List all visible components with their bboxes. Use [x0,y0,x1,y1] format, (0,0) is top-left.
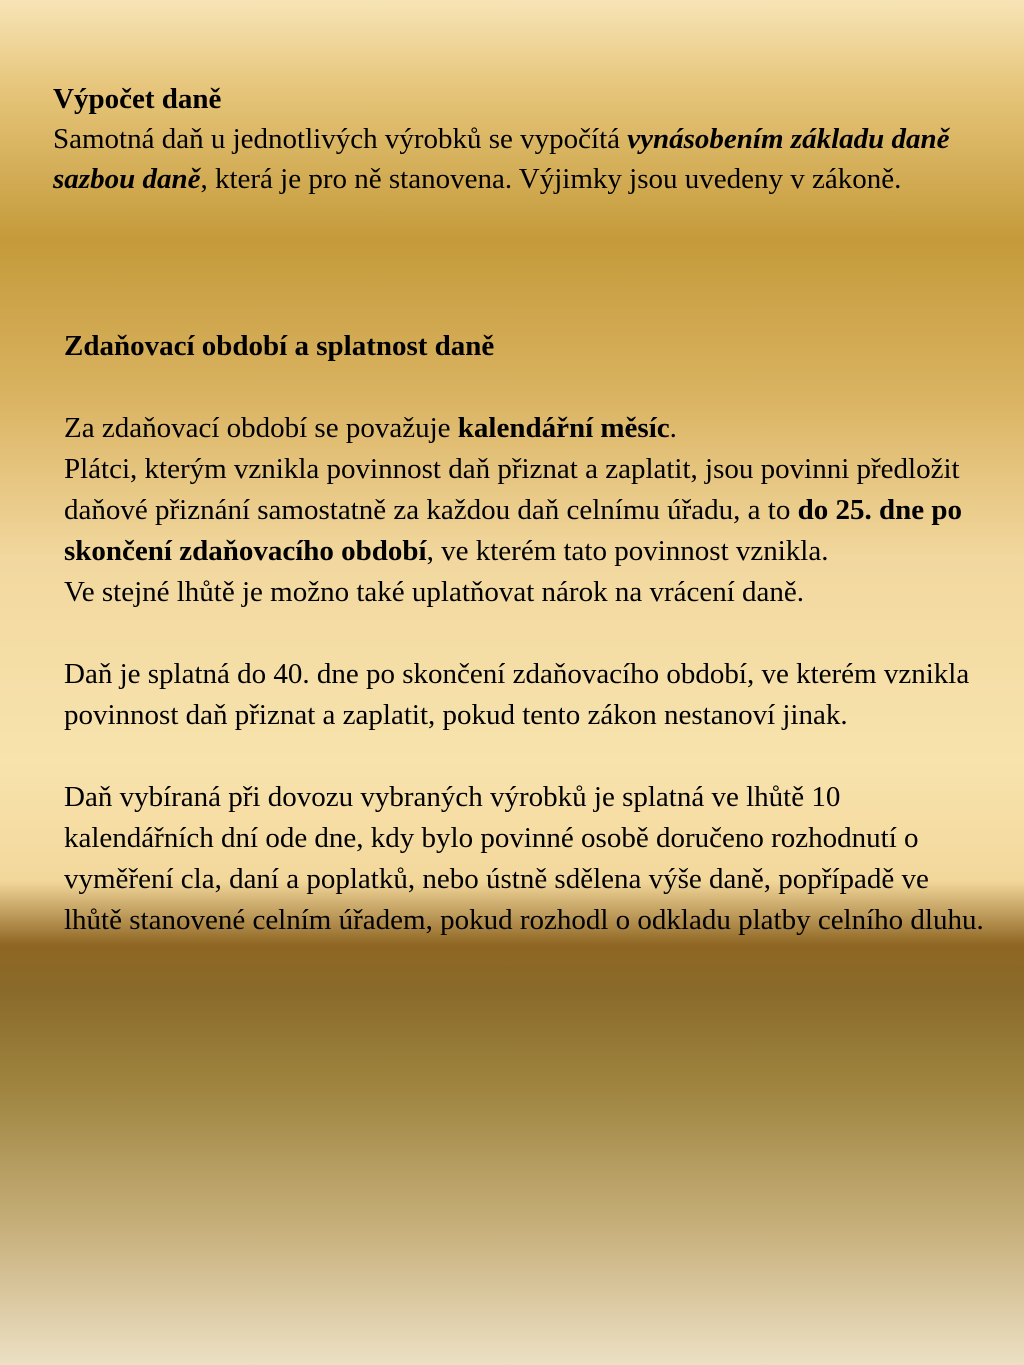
tax-period-highlight: kalendářní měsíc [457,412,670,444]
tax-period-heading: Zdaňovací období a splatnost daně [64,330,495,362]
import-payment-paragraph: Daň vybíraná při dovozu vybraných výrobků je splatná ve lhůtě 10 kalendářních dní ode dne, kdy bylo povinné osobě doručeno rozhodnutí o vyměření cla, daní a poplatků, nebo ústně sdělena výše daně, popřípadě ve lhůtě stanovené celním úřadem, pokud rozhodl o odkladu platby celního dluhu. [64,781,984,936]
refund-claim-paragraph: Ve stejné lhůtě je možno také uplatňovat nárok na vrácení daně. [64,576,805,608]
filing-deadline-paragraph: Plátci, kterým vznikla povinnost daň přiznat a zaplatit, jsou povinni předložit daňové přiznání samostatně za každou daň celnímu úřadu, a to do 25. dne po skončení zdaňovacího období, ve kterém tato povinnost vznikla. [64,453,962,567]
tax-calculation-section [53,79,953,199]
payment-due-paragraph: Daň je splatná do 40. dne po skončení zdaňovacího období, ve kterém vznikla povinnost daň přiznat a zaplatit, pokud tento zákon nestanoví jinak. [64,658,970,731]
tax-period-paragraph: Za zdaňovací období se považuje kalendářní měsíc. [64,412,677,444]
tax-calculation-text: Samotná daň u jednotlivých výrobků se vypočítá vynásobením základu daně sazbou daně, která je pro ně stanovena. Výjimky jsou uvedeny v zákoně. [53,123,950,195]
tax-calculation-emphasis: vynásobením základu daně sazbou daně [53,123,950,195]
tax-period-section [64,326,984,941]
filing-deadline-highlight: do 25. dne po skončení zdaňovacího období [64,494,962,567]
tax-calculation-heading: Výpočet daně [53,83,222,115]
